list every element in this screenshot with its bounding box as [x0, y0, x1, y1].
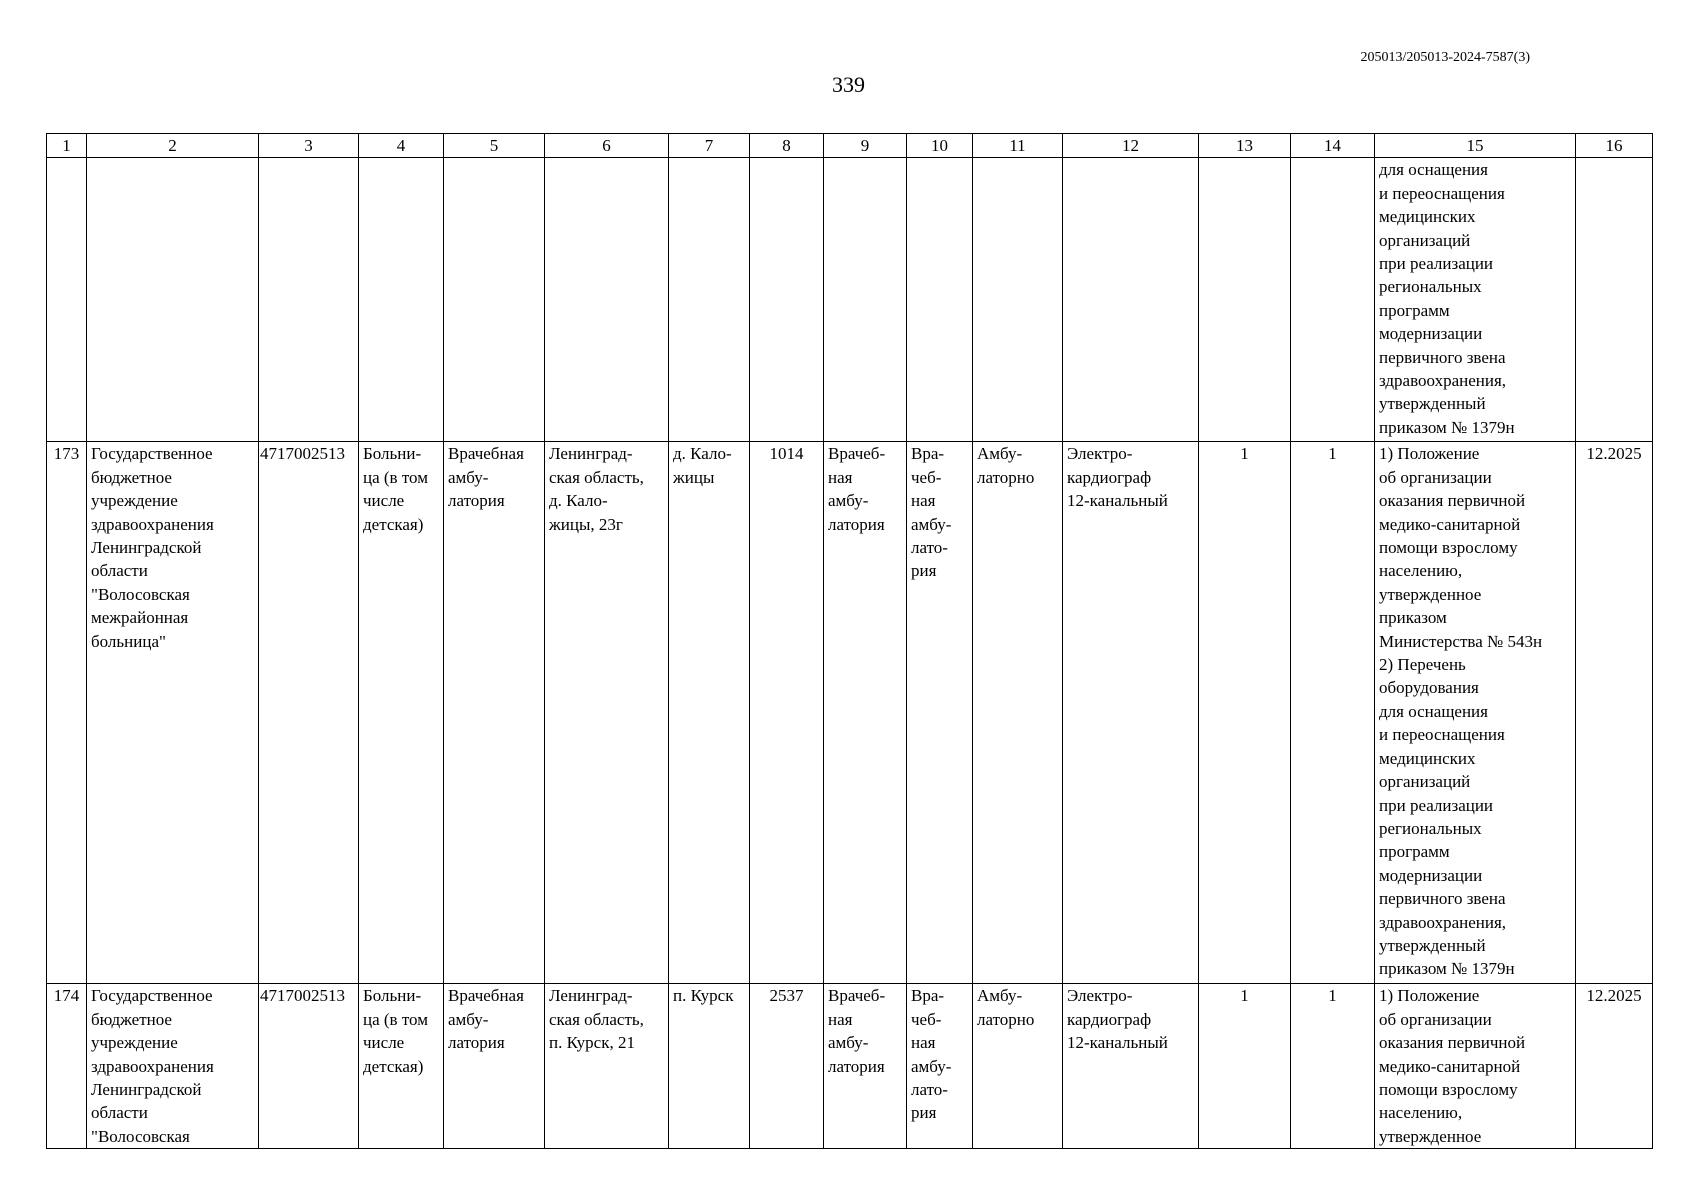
column-header: 11	[973, 134, 1063, 158]
legal-basis-cell: 1) Положение об организации оказания первичной медико-санитарной помощи взрослому населению, утвержденное приказом Министерства № 543н 2) Перечень оборудования для оснащения и переоснащения медицинских организаций при реализации региональных программ модернизации первичного звена здравоохранения, утвержденный приказом № 1379н	[1375, 442, 1576, 984]
unit-type-cell: Врачебная амбу- латория	[444, 442, 545, 984]
facility-type-cell: Больни- ца (в том числе детская)	[359, 442, 444, 984]
table-cell	[444, 158, 545, 442]
unit-name-cell: Врачеб- ная амбу- латория	[824, 984, 907, 1149]
register-table	[46, 133, 1653, 1149]
quantity-cell: 1	[1199, 442, 1291, 984]
column-header: 3	[259, 134, 359, 158]
table-cell	[1576, 158, 1653, 442]
legal-basis-cell: 1) Положение об организации оказания первичной медико-санитарной помощи взрослому населению, утвержденное	[1375, 984, 1576, 1149]
column-header: 15	[1375, 134, 1576, 158]
column-header: 8	[750, 134, 824, 158]
quantity-cell: 1	[1291, 442, 1375, 984]
row-number-cell: 173	[47, 442, 87, 984]
equipment-cell: Электро- кардиограф 12-канальный	[1063, 442, 1199, 984]
table-cell	[1199, 158, 1291, 442]
address-cell: Ленинград- ская область, п. Курск, 21	[545, 984, 669, 1149]
table-cell	[669, 158, 750, 442]
table-cell	[1291, 158, 1375, 442]
table-cell	[824, 158, 907, 442]
table-cell	[359, 158, 444, 442]
department-cell: Вра- чеб- ная амбу- лато- рия	[907, 984, 973, 1149]
organization-cell: Государственное бюджетное учреждение здравоохранения Ленинградской области "Волосовская	[87, 984, 259, 1149]
column-header: 6	[545, 134, 669, 158]
locality-cell: д. Кало- жицы	[669, 442, 750, 984]
care-form-cell: Амбу- латорно	[973, 442, 1063, 984]
table-cell	[47, 158, 87, 442]
column-header: 2	[87, 134, 259, 158]
population-cell: 1014	[750, 442, 824, 984]
care-form-cell: Амбу- латорно	[973, 984, 1063, 1149]
quantity-cell: 1	[1199, 984, 1291, 1149]
column-header: 4	[359, 134, 444, 158]
table-cell	[1063, 158, 1199, 442]
column-header: 5	[444, 134, 545, 158]
quantity-cell: 1	[1291, 984, 1375, 1149]
table-cell	[259, 158, 359, 442]
column-number-row	[47, 134, 1653, 158]
column-header: 12	[1063, 134, 1199, 158]
row-number-cell: 174	[47, 984, 87, 1149]
department-cell: Вра- чеб- ная амбу- лато- рия	[907, 442, 973, 984]
table-cell	[907, 158, 973, 442]
continuation-row	[47, 158, 1653, 442]
column-header: 16	[1576, 134, 1653, 158]
document-code: 205013/205013-2024-7587(3)	[1360, 50, 1530, 65]
column-header: 13	[1199, 134, 1291, 158]
column-header: 7	[669, 134, 750, 158]
unit-name-cell: Врачеб- ная амбу- латория	[824, 442, 907, 984]
unit-type-cell: Врачебная амбу- латория	[444, 984, 545, 1149]
table-cell	[545, 158, 669, 442]
table-cell	[87, 158, 259, 442]
address-cell: Ленинград- ская область, д. Кало- жицы, 23г	[545, 442, 669, 984]
inn-cell: 4717002513	[259, 442, 359, 984]
page-number: 339	[832, 72, 865, 97]
table-cell	[750, 158, 824, 442]
locality-cell: п. Курск	[669, 984, 750, 1149]
table-row	[47, 984, 1653, 1149]
table-cell	[973, 158, 1063, 442]
table-row	[47, 442, 1653, 984]
organization-cell: Государственное бюджетное учреждение здравоохранения Ленинградской области "Волосовская межрайонная больница"	[87, 442, 259, 984]
legal-basis-cell: для оснащения и переоснащения медицинских организаций при реализации региональных программ модернизации первичного звена здравоохранения, утвержденный приказом № 1379н	[1375, 158, 1576, 442]
inn-cell: 4717002513	[259, 984, 359, 1149]
column-header: 14	[1291, 134, 1375, 158]
facility-type-cell: Больни- ца (в том числе детская)	[359, 984, 444, 1149]
deadline-cell: 12.2025	[1576, 442, 1653, 984]
column-header: 9	[824, 134, 907, 158]
deadline-cell: 12.2025	[1576, 984, 1653, 1149]
population-cell: 2537	[750, 984, 824, 1149]
equipment-cell: Электро- кардиограф 12-канальный	[1063, 984, 1199, 1149]
column-header: 10	[907, 134, 973, 158]
column-header: 1	[47, 134, 87, 158]
